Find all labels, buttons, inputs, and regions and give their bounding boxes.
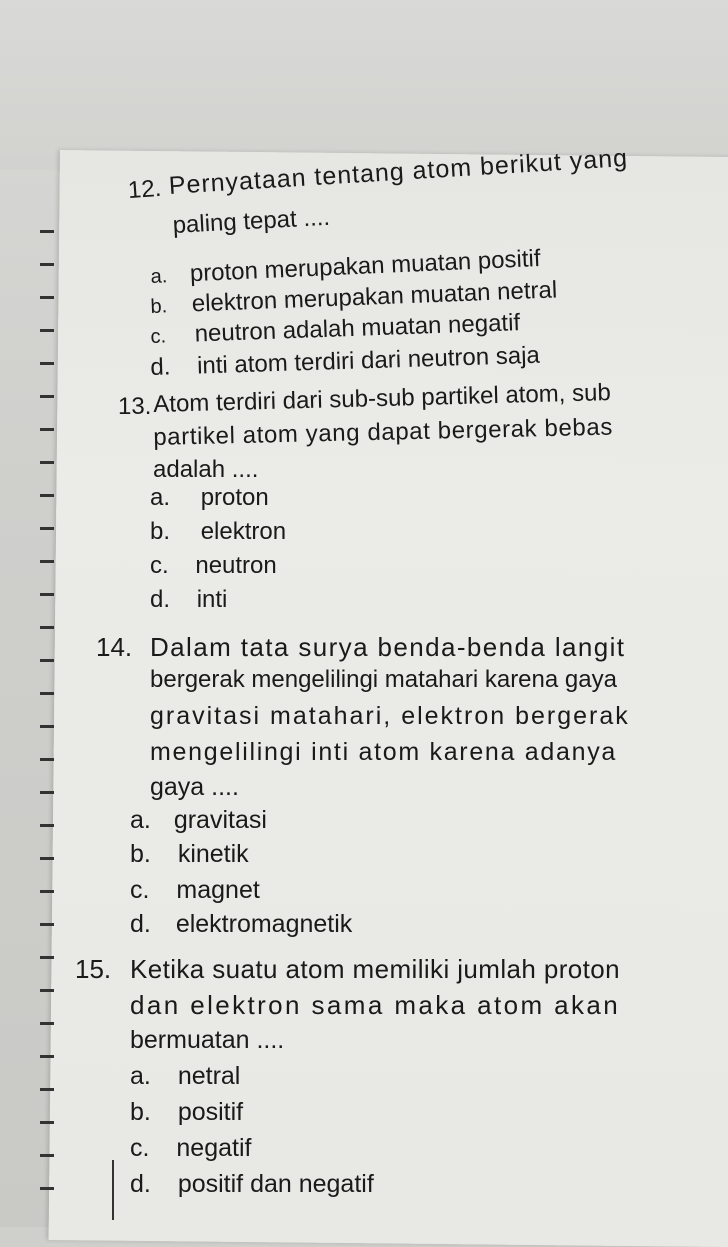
option-letter: b. — [150, 295, 168, 318]
option-letter: c. — [150, 325, 167, 348]
binding-edge — [40, 230, 58, 1230]
option-text: inti atom terdiri dari neutron saja — [196, 341, 541, 380]
binding-mark — [40, 494, 54, 497]
question-14-option-c[interactable] — [130, 876, 260, 905]
question-14-number: 14. — [96, 632, 133, 662]
question-14-line-2: bergerak mengelilingi matahari karena gaya — [150, 666, 617, 693]
option-text: neutron — [195, 552, 277, 579]
question-14-line-5: gaya .... — [150, 773, 239, 801]
option-letter: b. — [150, 518, 171, 545]
option-letter: b. — [130, 1098, 151, 1126]
option-text: proton merupakan muatan positif — [189, 244, 542, 288]
option-letter: c. — [130, 1134, 150, 1162]
binding-mark — [40, 725, 54, 728]
binding-mark — [40, 659, 54, 662]
binding-mark — [40, 263, 54, 266]
question-15-option-b[interactable] — [130, 1098, 243, 1127]
option-text: magnet — [176, 876, 260, 904]
binding-mark — [40, 1187, 54, 1190]
question-14-line-4: mengelilingi inti atom karena adanya — [150, 738, 617, 766]
option-text: gravitasi — [173, 806, 267, 834]
question-15-line-1: Ketika suatu atom memiliki jumlah proton — [130, 954, 620, 984]
question-15-number: 15. — [75, 954, 112, 984]
binding-mark — [40, 824, 54, 827]
option-text: elektromagnetik — [175, 910, 353, 938]
option-text: inti — [196, 586, 228, 613]
binding-mark — [40, 527, 54, 530]
binding-mark — [40, 329, 54, 332]
question-15-option-d[interactable] — [130, 1170, 374, 1199]
binding-mark — [40, 1121, 54, 1124]
question-14-option-d[interactable] — [130, 910, 352, 939]
option-letter: b. — [130, 840, 151, 868]
option-text: elektron — [200, 518, 287, 545]
binding-mark — [40, 428, 54, 431]
option-letter: a. — [150, 265, 168, 288]
question-13-option-d[interactable] — [150, 586, 227, 614]
option-text: netral — [177, 1062, 241, 1090]
binding-mark — [40, 692, 54, 695]
option-text: negatif — [176, 1134, 252, 1162]
binding-mark — [40, 758, 54, 761]
binding-mark — [40, 1022, 54, 1025]
question-13-option-c[interactable] — [150, 552, 277, 580]
question-15-option-a[interactable] — [130, 1062, 240, 1091]
option-letter: a. — [130, 1062, 151, 1090]
question-13-option-b[interactable] — [150, 518, 286, 546]
option-letter: d. — [130, 1170, 151, 1198]
question-14-line-3: gravitasi matahari, elektron bergerak — [150, 702, 630, 730]
question-12-line-2: paling tepat .... — [172, 203, 331, 239]
option-text: positif — [177, 1098, 244, 1126]
binding-mark — [40, 461, 54, 464]
binding-mark — [40, 593, 54, 596]
binding-mark — [40, 923, 54, 926]
binding-mark — [40, 1154, 54, 1157]
option-letter: c. — [130, 876, 150, 904]
option-letter: a. — [130, 806, 151, 834]
option-text: kinetik — [177, 840, 249, 868]
binding-mark — [40, 560, 54, 563]
question-12-line-1: Pernyataan tentang atom berikut yang — [168, 143, 629, 200]
question-14-option-b[interactable] — [130, 840, 249, 869]
binding-mark — [40, 857, 54, 860]
question-13-number: 13. — [118, 393, 152, 420]
option-text: positif dan negatif — [177, 1170, 374, 1198]
option-text: neutron adalah muatan negatif — [194, 309, 521, 348]
question-13-line-3: adalah .... — [153, 456, 259, 483]
binding-mark — [40, 362, 54, 365]
question-13-option-a[interactable] — [150, 484, 269, 512]
binding-mark — [40, 1088, 54, 1091]
binding-mark — [40, 296, 54, 299]
option-letter: a. — [150, 484, 171, 511]
margin-line — [112, 1160, 114, 1220]
option-text: proton — [200, 484, 269, 511]
question-15-line-3: bermuatan .... — [130, 1026, 285, 1054]
binding-mark — [40, 230, 54, 233]
binding-mark — [40, 1055, 54, 1058]
option-text: elektron merupakan muatan netral — [191, 276, 558, 318]
binding-mark — [40, 890, 54, 893]
question-15-line-2: dan elektron sama maka atom akan — [130, 990, 621, 1020]
binding-mark — [40, 956, 54, 959]
binding-mark — [40, 791, 54, 794]
question-13-line-2: partikel atom yang dapat bergerak bebas — [153, 413, 614, 451]
binding-mark — [40, 395, 54, 398]
binding-mark — [40, 989, 54, 992]
question-12-number: 12. — [127, 174, 163, 205]
question-14-line-1: Dalam tata surya benda-benda langit — [150, 632, 626, 662]
question-13-line-1: Atom terdiri dari sub-sub partikel atom, sub — [153, 379, 612, 418]
option-letter: d. — [130, 910, 151, 938]
option-letter: c. — [150, 552, 169, 579]
option-letter: d. — [150, 353, 171, 381]
question-15-option-c[interactable] — [130, 1134, 251, 1163]
option-letter: d. — [150, 586, 171, 613]
question-14-option-a[interactable] — [130, 806, 267, 835]
binding-mark — [40, 626, 54, 629]
